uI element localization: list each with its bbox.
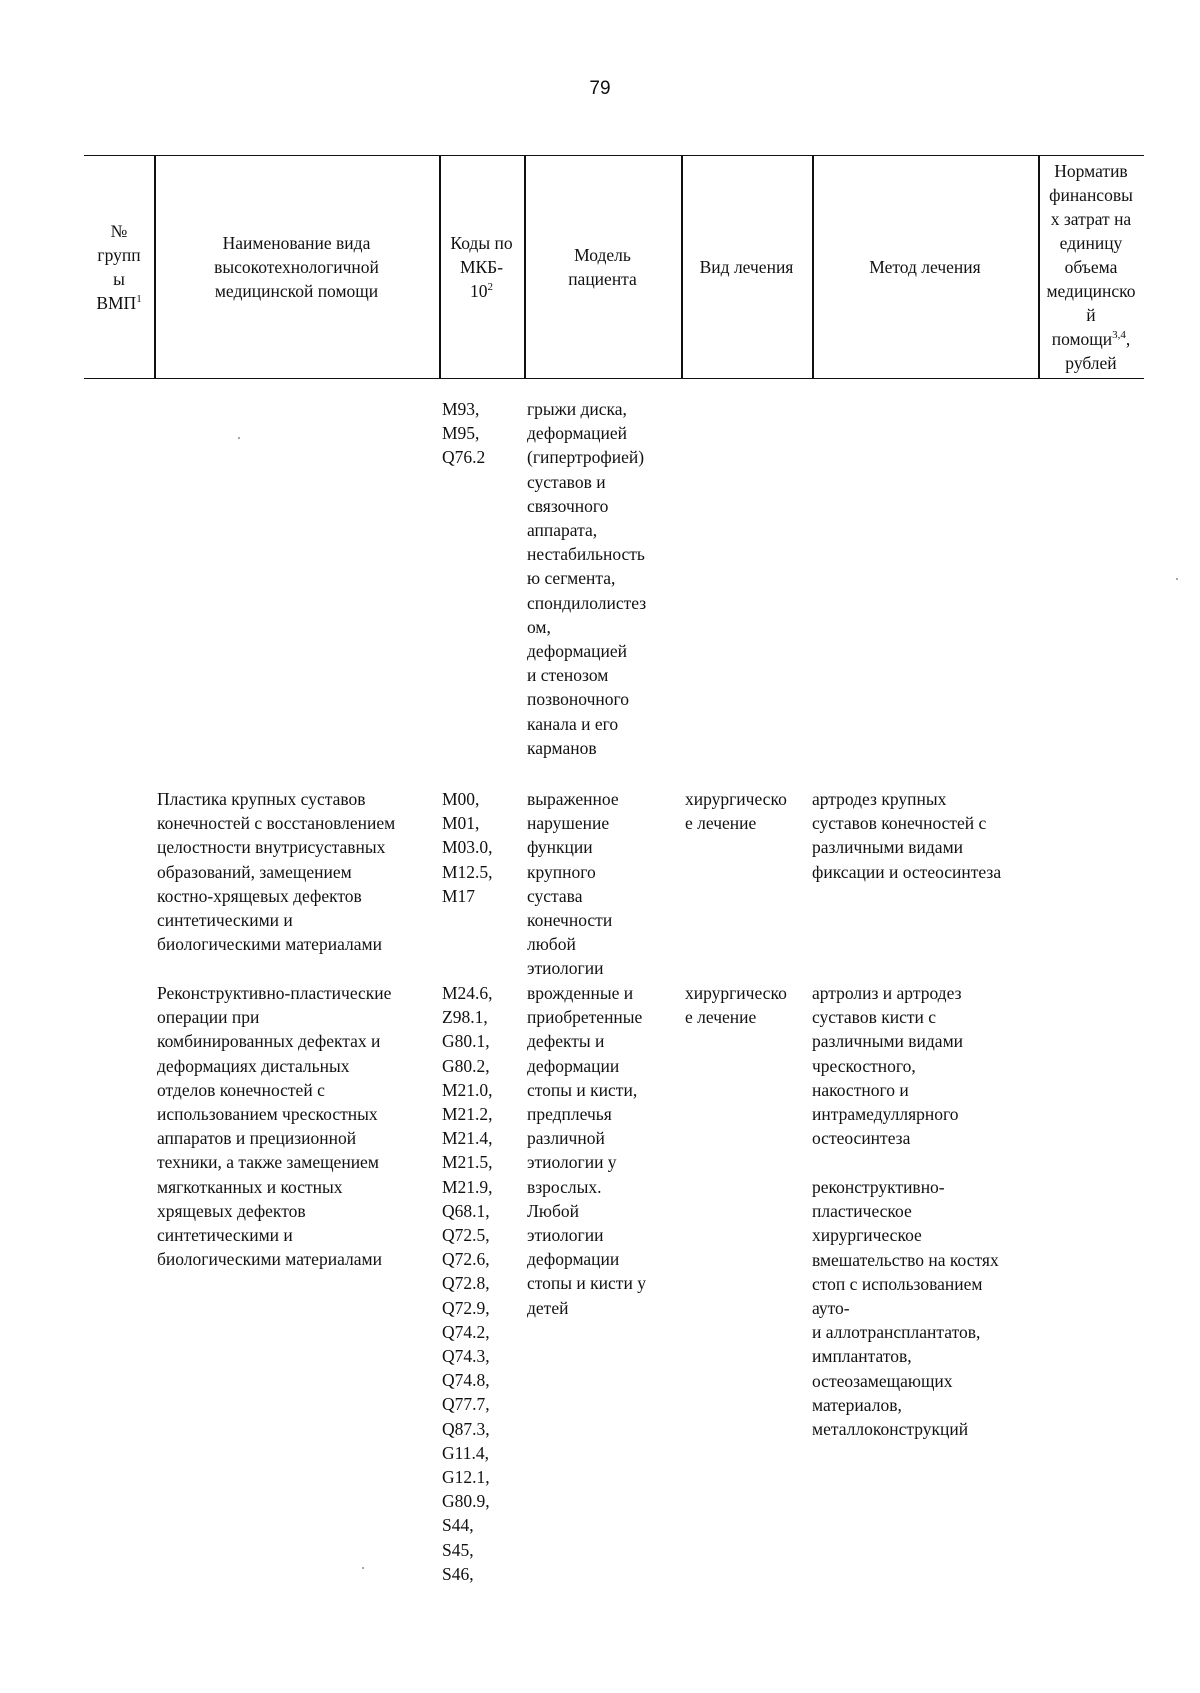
- table-header: [84, 155, 1144, 379]
- row-2-treatment-method-2: реконструктивно- пластическое хирургическое вмешательство на костях стоп с использованием ауто- и аллотрансплантатов, имплантатов, остеозамещающих материалов, металлоконструкций: [812, 1177, 999, 1440]
- scan-speck: [362, 1567, 364, 1569]
- header-care-type-name: Наименование вида высокотехнологичной медицинской помощи: [214, 233, 379, 301]
- row-1-codes: M00, M01, M03.0, M12.5, M17: [442, 789, 493, 906]
- page-number: 79: [589, 78, 611, 99]
- scan-speck: [238, 437, 240, 439]
- header-treatment-kind: Вид лечения: [699, 257, 794, 277]
- row-2-care-type-name: Реконструктивно-пластические операции при комбинированных дефектах и деформациях дистальных отделов конечностей с использованием чрескостных аппаратов и прецизионной техники, а также замещением мягкотканных и костных хрящевых дефектов синтетическими и биологическими материалами: [157, 983, 392, 1270]
- header-group-number: № групп ы ВМП$^1$: [96, 221, 142, 313]
- row-2-codes: M24.6, Z98.1, G80.1, G80.2, M21.0, M21.2, M21.4, M21.5, M21.9, Q68.1, Q72.5, Q72.6, Q72.8, Q72.9, Q74.2, Q74.3, Q74.8, Q77.7, Q87.3, G11.4, G12.1, G80.9, S44, S45, S46,: [442, 983, 493, 1584]
- row-0-codes: M93, M95, Q76.2: [442, 399, 486, 468]
- row-2-treatment-kind: хирургическо е лечение: [685, 983, 787, 1028]
- row-1-treatment-method: артродез крупных суставов конечностей с различными видами фиксации и остеосинтеза: [812, 789, 1002, 882]
- header-icd-codes: Коды по МКБ- $10^2$: [450, 233, 513, 301]
- header-cost-norm: Норматив финансовы х затрат на единицу объема медицинско й помощи$^{3,4}$, рублей: [1046, 161, 1136, 373]
- row-1-treatment-kind: хирургическо е лечение: [685, 789, 787, 834]
- scan-speck: [1176, 578, 1178, 580]
- header-treatment-method: Метод лечения: [869, 257, 981, 277]
- row-1-care-type-name: Пластика крупных суставов конечностей с восстановлением целостности внутрисуставных образований, замещением костно-хрящевых дефектов синтетическими и биологическими материалами: [157, 789, 396, 955]
- row-2-treatment-method: артролиз и артродез суставов кисти с различными видами чрескостного, накостного и интрамедуллярного остеосинтеза: [812, 983, 964, 1149]
- row-1-patient-model: выраженное нарушение функции крупного сустава конечности любой этиологии: [527, 789, 619, 979]
- header-patient-model: Модель пациента: [568, 245, 637, 289]
- row-0-patient-model: грыжи диска, деформацией (гипертрофией) суставов и связочного аппарата, нестабильность ю сегмента, спондилолистез ом, деформацией и стенозом позвоночного канала и его карманов: [527, 399, 647, 758]
- row-2-patient-model: врожденные и приобретенные дефекты и деформации стопы и кисти, предплечья различной этиологии у взрослых. Любой этиологии деформации стопы и кисти у детей: [527, 983, 646, 1318]
